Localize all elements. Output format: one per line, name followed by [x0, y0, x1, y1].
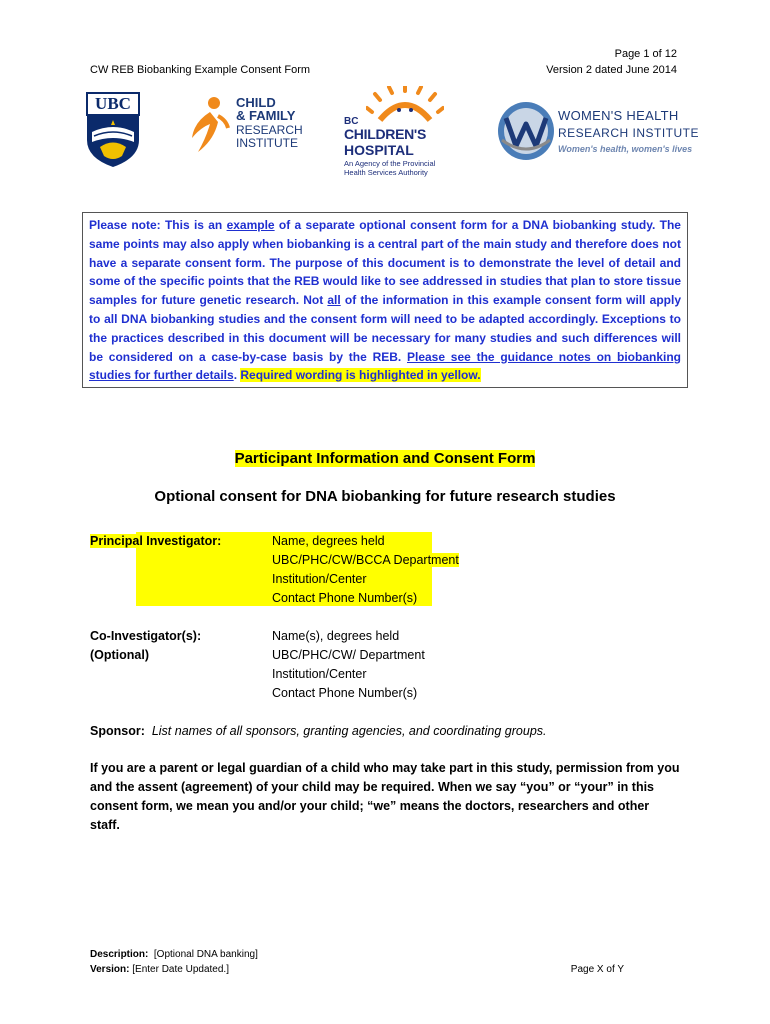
whri-line1: WOMEN'S HEALTH [558, 108, 679, 123]
pi-line-2: UBC/PHC/CW/BCCA Department [272, 553, 459, 567]
pi-line-1: Name, degrees held [272, 534, 385, 548]
sponsor-label: Sponsor: [90, 724, 145, 738]
sponsor-row [90, 722, 547, 741]
pi-label: Principal Investigator: [90, 534, 222, 548]
coi-label: Co-Investigator(s): [90, 629, 202, 643]
version-header: Version 2 dated June 2014 [546, 64, 677, 76]
coi-line-2: UBC/PHC/CW/ Department [272, 648, 425, 662]
document-header-title: CW REB Biobanking Example Consent Form [90, 64, 311, 76]
coi-line-1: Name(s), degrees held [272, 629, 400, 643]
w-swirl-icon [496, 100, 556, 162]
cfri-line3: RESEARCH [236, 123, 303, 137]
coi-line-3: Institution/Center [272, 667, 367, 681]
whri-line2: RESEARCH INSTITUTE [558, 126, 700, 140]
footer-description-label: Description: [90, 949, 149, 960]
guardian-paragraph: If you are a parent or legal guardian of a child who may take part in this study, permission from you and the assent (agreement) of your child may be required. When we say “you” or “your” in this consent form, we mean you and/or your child; “we” means the doctors, researchers and other staff. [90, 761, 680, 832]
cfri-line2: & FAMILY [236, 108, 296, 123]
notice-text-3: of the information in this example consent form will apply to all DNA biobanking studies and the consent form will need to be adapted accordingly. Exceptions to the practices described in this document will be necessary for many studies and such differences will be considered on a case-by-case basis by the REB. [89, 293, 681, 364]
footer-version-label: Version: [90, 964, 130, 975]
pi-line-3: Institution/Center [272, 572, 367, 586]
ubc-logo-text: UBC [95, 94, 131, 113]
cfri-line1: CHILD [236, 95, 276, 110]
bch-logo [342, 86, 462, 182]
notice-box [82, 212, 688, 388]
footer-version [90, 963, 229, 977]
bch-line1: BC [344, 116, 359, 127]
ubc-logo [86, 92, 140, 168]
form-title: Participant Information and Consent Form [234, 450, 536, 467]
running-figure-icon [188, 94, 230, 156]
footer-page-number: Page X of Y [570, 964, 624, 975]
coi-optional-label: (Optional) [90, 648, 150, 662]
sponsor-text: List names of all sponsors, granting agencies, and coordinating groups. [151, 724, 547, 738]
sun-icon [366, 86, 444, 122]
whri-logo [496, 100, 712, 164]
notice-text-4: . [233, 368, 241, 383]
bch-line3: HOSPITAL [344, 142, 414, 158]
bch-sub1: An Agency of the Provincial [344, 159, 436, 168]
form-subtitle: Optional consent for DNA biobanking for future research studies [154, 488, 616, 505]
whri-tagline: Women's health, women's lives [558, 144, 693, 154]
bch-sub2: Health Services Authority [344, 168, 428, 177]
cfri-line4: INSTITUTE [236, 136, 298, 150]
bch-line2: CHILDREN'S [344, 126, 426, 142]
page-number: Page 1 of 12 [614, 48, 677, 60]
form-title-wrapper [0, 450, 770, 467]
footer-description [90, 948, 258, 962]
cfri-logo [188, 94, 316, 158]
notice-text-2: of a separate optional consent form for a DNA biobanking study. The same points may also apply when biobanking is a central part of the main study and therefore does not have a separate consent form. The purpose of this document is to demonstrate the level of detail and some of the specific points that the REB would like to see addressed in studies that plan to store tissue samples for future genetic research. Not [89, 218, 681, 308]
required-wording-note: Required wording is highlighted in yellow. [240, 368, 481, 383]
guidance-link[interactable]: Please see the guidance notes on biobanking studies for further details [89, 349, 681, 383]
notice-example: example [226, 218, 275, 232]
coi-line-4: Contact Phone Number(s) [272, 686, 418, 700]
pi-line-4: Contact Phone Number(s) [272, 591, 418, 605]
footer-description-value: [Optional DNA banking] [153, 949, 258, 960]
notice-text-1: Please note: This is an [89, 218, 227, 232]
footer-version-value: [Enter Date Updated.] [132, 964, 229, 975]
notice-all: all [327, 293, 341, 308]
